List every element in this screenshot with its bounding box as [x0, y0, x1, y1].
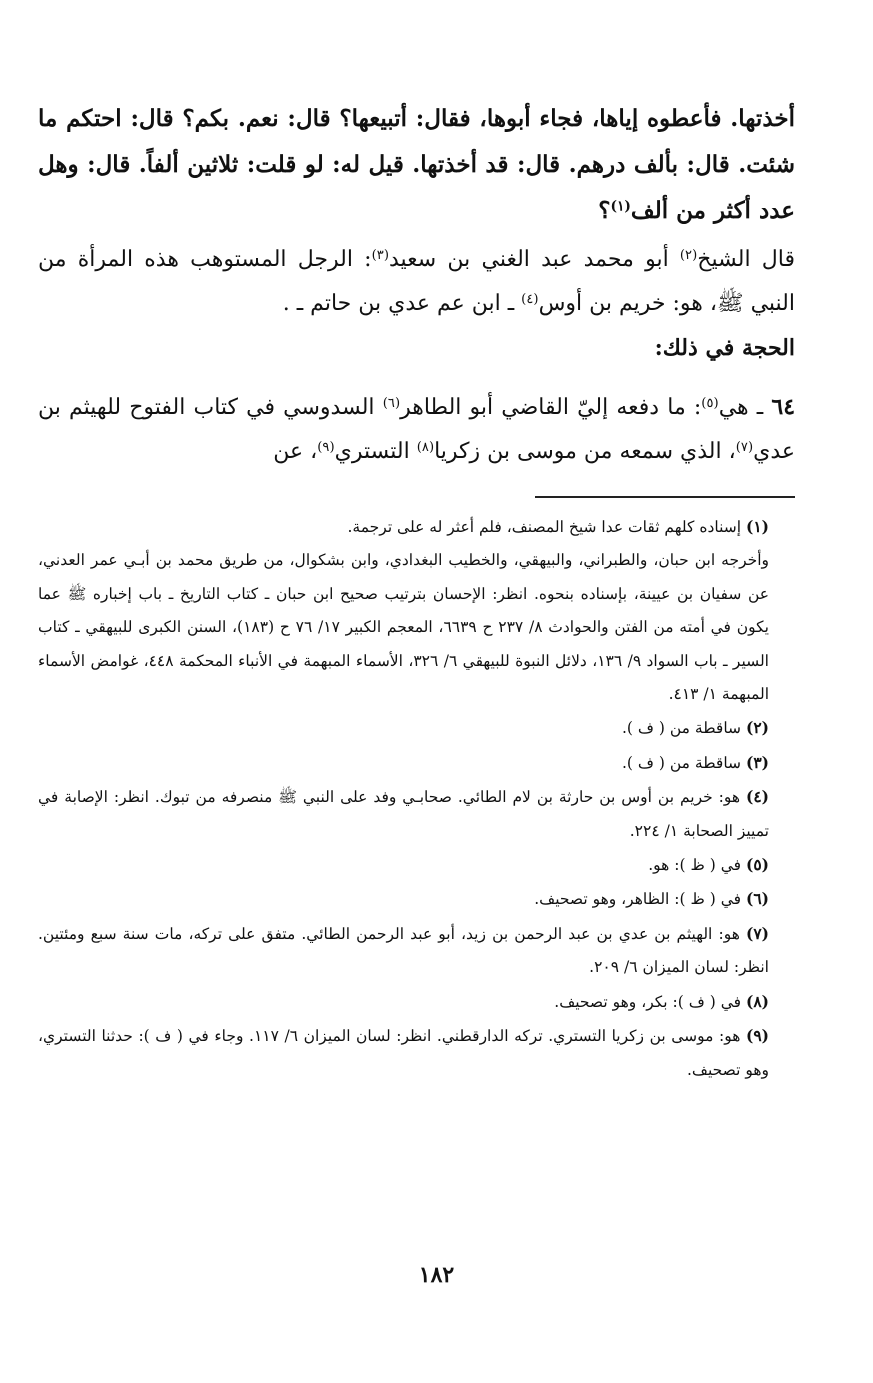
footnotes: [38, 510, 795, 1087]
footnote-1-continued: [38, 544, 795, 711]
paragraph-64: [38, 385, 795, 474]
text-run: السدوسي في كتاب الفتوح للهيثم بن عدي: [38, 395, 795, 464]
footnote-ref[interactable]: (٢): [679, 247, 698, 263]
footnote-1: [38, 510, 795, 544]
footnote-number: (٢): [745, 718, 769, 738]
footnote-text: ساقطة من ( ف ).: [622, 753, 746, 772]
main-text: [38, 96, 795, 474]
question-mark: ؟: [598, 197, 611, 224]
footnote-ref[interactable]: (٣): [371, 247, 389, 263]
footnote-number: (٤): [745, 787, 769, 807]
footnote-8: [38, 985, 795, 1019]
text-run: ـ ابن عم عدي بن حاتم ـ .: [282, 291, 522, 316]
footnote-number: (٧): [745, 923, 769, 943]
footnote-6: [38, 882, 795, 916]
text-run: ، الذي سمعه من موسى بن زكريا: [434, 439, 736, 464]
footnote-number: (١): [745, 517, 769, 536]
footnote-9: [38, 1019, 795, 1087]
text-run: : ما دفعه إليّ القاضي أبو الطاهر: [400, 395, 702, 420]
footnote-number: (٨): [745, 991, 769, 1011]
footnote-ref[interactable]: (٩): [317, 439, 335, 455]
section-heading: الحجة في ذلك:: [654, 335, 795, 361]
footnote-ref[interactable]: (٦): [382, 395, 401, 411]
text-run: ـ هي: [718, 395, 772, 420]
footnote-2: [38, 711, 795, 745]
footnote-text: إسناده كلهم ثقات عدا شيخ المصنف، فلم أعثر له على ترجمة.: [347, 518, 746, 536]
text-run: قال الشيخ: [697, 247, 795, 272]
footnote-ref[interactable]: (٥): [701, 395, 719, 411]
book-page: [38, 96, 795, 1087]
paragraph-sheikh: [38, 238, 795, 371]
footnote-5: [38, 848, 795, 882]
footnote-7: [38, 917, 795, 985]
footnote-ref[interactable]: (١): [610, 198, 631, 215]
text-run: أبو محمد عبد الغني بن سعيد: [388, 247, 680, 272]
footnote-divider: [535, 496, 795, 498]
footnote-4: [38, 780, 795, 848]
paragraph-text: أخذتها. فأعطوه إياها، فجاء أبوها، فقال: أتبيعها؟ قال: نعم. بكم؟ قال: احتكم ما شئت. قال: بألف درهم. قال: قد أخذتها. قيل له: لو قلت: ثلاثين ألفاً. قال: وهل عدد أكثر من ألف: [38, 105, 795, 224]
footnote-ref[interactable]: (٧): [735, 439, 754, 455]
paragraph-dialogue: [38, 96, 795, 234]
text-run: ، عن: [273, 439, 318, 464]
footnote-3: [38, 746, 795, 780]
footnote-text: هو: الهيثم بن عدي بن عبد الرحمن بن زيد، أبو عبد الرحمن الطائي. متفق على تركه، مات سنة سبع ومئتين. انظر: لسان الميزان ٦/ ٢٠٩.: [38, 924, 769, 977]
footnote-number: (٦): [745, 889, 769, 909]
footnote-text: في ( ظ ): هو.: [648, 856, 746, 875]
text-run: التستري: [334, 439, 417, 464]
footnote-ref[interactable]: (٨): [416, 439, 435, 455]
footnote-text: في ( ف ): بكر، وهو تصحيف.: [554, 992, 746, 1011]
footnote-number: (٩): [745, 1026, 769, 1046]
footnote-ref[interactable]: (٤): [521, 291, 539, 307]
footnote-text: هو: خريم بن أوس بن حارثة بن لام الطائي. صحابـي وفد على النبي ﷺ منصرفه من تبوك. انظر: الإصابة في تمييز الصحابة ١/ ٢٢٤.: [38, 788, 769, 840]
footnote-text: هو: موسى بن زكريا التستري. تركه الدارقطني. انظر: لسان الميزان ٦/ ١١٧. وجاء في ( ف ): حدثنا التستري، وهو تصحيف.: [38, 1027, 769, 1079]
footnote-text: وأخرجه ابن حبان، والطبراني، والبيهقي، والخطيب البغدادي، وابن بشكوال، من طريق محمد بن أبـي عمر العدني، عن سفيان بن عيينة، بإسناده بنحوه. انظر: الإحسان بترتيب صحيح ابن حبان ـ كتاب التاريخ ـ باب إخباره ﷺ عما يكون في أمته من الفتن والحوادث ٨/ ٢٣٧ ح ٦٦٣٩، المعجم الكبير ١٧/ ٧٦ ح (١٨٣)، السنن الكبرى للبيهقي ـ كتاب السير ـ باب السواد ٩/ ١٣٦، دلائل النبوة للبيهقي ٦/ ٣٢٦، الأسماء المبهمة في الأنباء المحكمة ٤٤٨، غوامض الأسماء المبهمة ١/ ٤١٣.: [38, 551, 769, 704]
footnote-text: ساقطة من ( ف ).: [622, 719, 746, 738]
page-number: ١٨٢: [418, 1262, 455, 1288]
footnote-text: في ( ظ ): الظاهر، وهو تصحيف.: [534, 890, 746, 909]
entry-number: ٦٤: [771, 394, 796, 420]
footnote-number: (٥): [745, 855, 769, 875]
footnote-number: (٣): [745, 752, 769, 772]
text-run: : الرجل المستوهب هذه المرأة من النبي ﷺ، هو: خريم بن أوس: [38, 247, 795, 316]
